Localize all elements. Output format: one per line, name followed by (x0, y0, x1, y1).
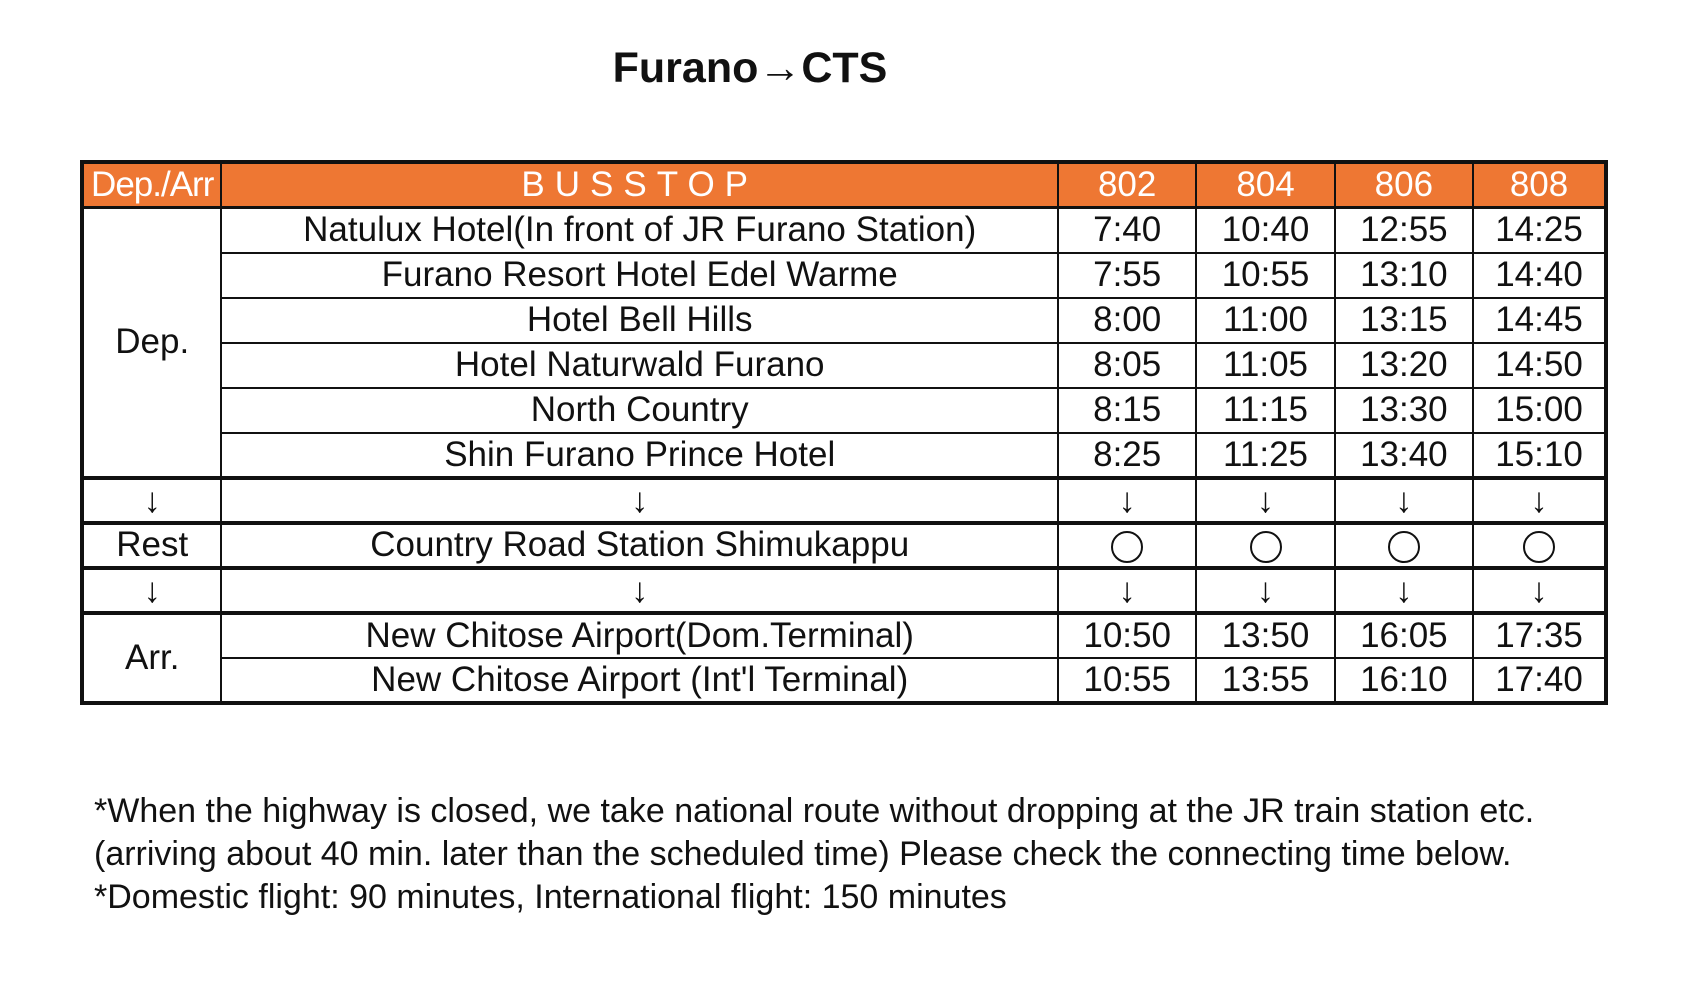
time-cell: 8:15 (1058, 388, 1196, 433)
stop-name: Shin Furano Prince Hotel (221, 433, 1058, 478)
down-arrow-icon: ↓ (82, 478, 221, 523)
time-cell: 14:50 (1473, 343, 1606, 388)
header-row (82, 162, 1606, 208)
down-arrow-icon: ↓ (1473, 568, 1606, 613)
page-title: Furano→CTS (612, 44, 888, 92)
circle-icon (1250, 531, 1282, 563)
down-arrow-icon: ↓ (221, 478, 1058, 523)
stop-name: Country Road Station Shimukappu (221, 523, 1058, 568)
notes (94, 790, 1594, 919)
rest-label: Rest (82, 523, 221, 568)
table-row (82, 613, 1606, 658)
time-cell: 7:55 (1058, 253, 1196, 298)
note-flight-times: *Domestic flight: 90 minutes, International flight: 150 minutes (94, 878, 1007, 916)
time-cell: 13:30 (1335, 388, 1473, 433)
time-cell: 13:15 (1335, 298, 1473, 343)
down-arrow-icon: ↓ (1058, 478, 1196, 523)
time-cell: 15:00 (1473, 388, 1606, 433)
stop-mark (1473, 523, 1606, 568)
dep-label: Dep. (82, 208, 221, 478)
stop-name: Natulux Hotel(In front of JR Furano Station) (221, 208, 1058, 253)
arr-label: Arr. (82, 613, 221, 703)
time-cell: 11:25 (1196, 433, 1334, 478)
time-cell: 8:00 (1058, 298, 1196, 343)
stop-mark (1058, 523, 1196, 568)
header-bus-808: 808 (1473, 162, 1606, 208)
header-dep-arr: Dep./Arr (82, 162, 221, 208)
down-arrow-icon: ↓ (1196, 478, 1334, 523)
time-cell: 8:05 (1058, 343, 1196, 388)
time-cell: 13:10 (1335, 253, 1473, 298)
time-cell: 11:00 (1196, 298, 1334, 343)
table-row (82, 298, 1606, 343)
time-cell: 14:45 (1473, 298, 1606, 343)
time-cell: 10:55 (1196, 253, 1334, 298)
stop-mark (1196, 523, 1334, 568)
time-cell: 10:40 (1196, 208, 1334, 253)
down-arrow-icon: ↓ (1196, 568, 1334, 613)
time-cell: 13:50 (1196, 613, 1334, 658)
table-row (82, 208, 1606, 253)
header-bus-802: 802 (1058, 162, 1196, 208)
time-cell: 13:55 (1196, 658, 1334, 703)
circle-icon (1111, 531, 1143, 563)
stop-name: New Chitose Airport(Dom.Terminal) (221, 613, 1058, 658)
time-cell: 7:40 (1058, 208, 1196, 253)
time-cell: 13:40 (1335, 433, 1473, 478)
down-arrow-icon: ↓ (1473, 478, 1606, 523)
time-cell: 14:40 (1473, 253, 1606, 298)
down-arrow-icon: ↓ (82, 568, 221, 613)
time-cell: 11:05 (1196, 343, 1334, 388)
table-row (82, 433, 1606, 478)
time-cell: 17:35 (1473, 613, 1606, 658)
stop-name: Hotel Bell Hills (221, 298, 1058, 343)
arrow-row (82, 568, 1606, 613)
time-cell: 16:05 (1335, 613, 1473, 658)
time-cell: 11:15 (1196, 388, 1334, 433)
time-cell: 8:25 (1058, 433, 1196, 478)
timetable (80, 160, 1608, 705)
stop-name: Furano Resort Hotel Edel Warme (221, 253, 1058, 298)
arrow-row (82, 478, 1606, 523)
table-row (82, 388, 1606, 433)
header-bus-804: 804 (1196, 162, 1334, 208)
time-cell: 15:10 (1473, 433, 1606, 478)
down-arrow-icon: ↓ (1058, 568, 1196, 613)
time-cell: 10:50 (1058, 613, 1196, 658)
time-cell: 17:40 (1473, 658, 1606, 703)
time-cell: 13:20 (1335, 343, 1473, 388)
circle-icon (1388, 531, 1420, 563)
table-row (82, 658, 1606, 703)
table-row (82, 253, 1606, 298)
header-bus-806: 806 (1335, 162, 1473, 208)
stop-name: New Chitose Airport (Int'l Terminal) (221, 658, 1058, 703)
down-arrow-icon: ↓ (1335, 478, 1473, 523)
circle-icon (1523, 531, 1555, 563)
time-cell: 16:10 (1335, 658, 1473, 703)
time-cell: 14:25 (1473, 208, 1606, 253)
time-cell: 10:55 (1058, 658, 1196, 703)
stop-name: Hotel Naturwald Furano (221, 343, 1058, 388)
rest-row (82, 523, 1606, 568)
down-arrow-icon: ↓ (1335, 568, 1473, 613)
stop-name: North Country (221, 388, 1058, 433)
down-arrow-icon: ↓ (221, 568, 1058, 613)
time-cell: 12:55 (1335, 208, 1473, 253)
table-row (82, 343, 1606, 388)
note-highway: *When the highway is closed, we take national route without dropping at the JR train station etc.(arriving about 40 min. later than the scheduled time) Please check the connecting time below. (94, 792, 1535, 873)
stop-mark (1335, 523, 1473, 568)
header-busstop: BUSSTOP (221, 162, 1058, 208)
